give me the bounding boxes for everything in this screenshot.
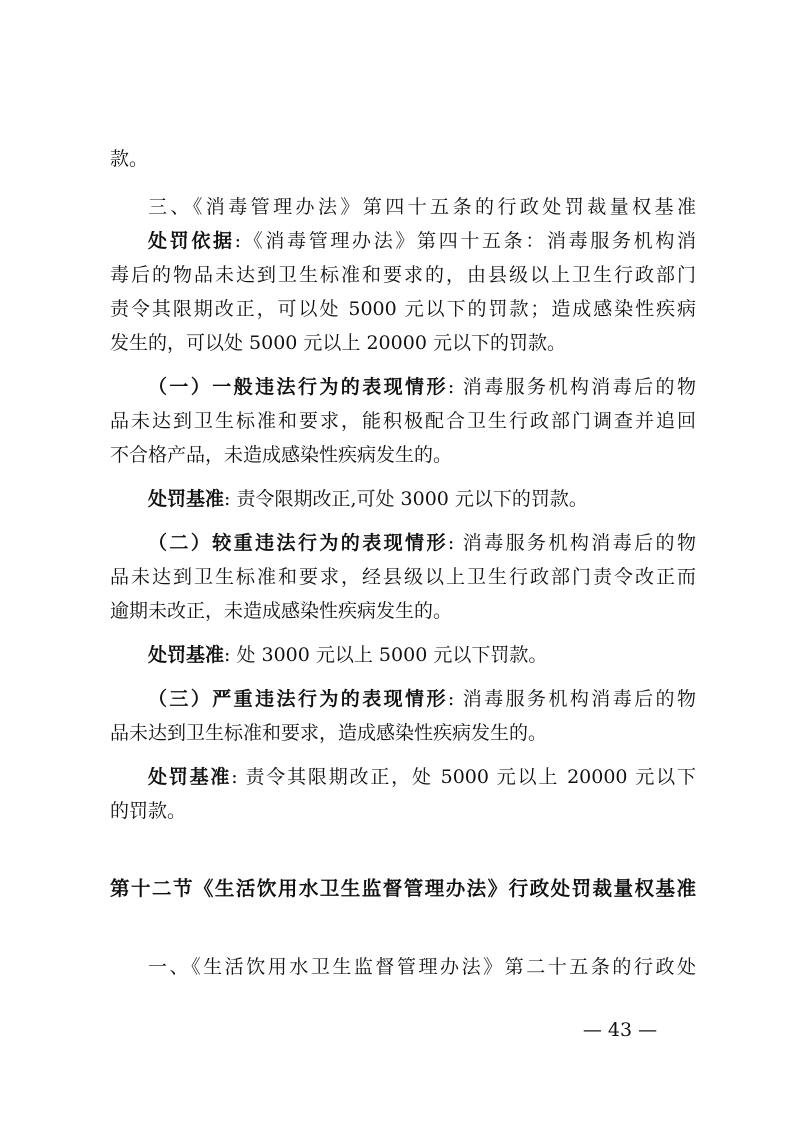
- text-line: [148, 373, 696, 401]
- line-text: :《消毒管理办法》第四十五条：消毒服务机构消: [234, 230, 696, 252]
- bold-label: 处罚基准: [148, 644, 225, 666]
- section-heading: 第十二节《生活饮用水卫生监督管理办法》行政处罚裁量权基准: [110, 877, 696, 900]
- line-text: : 责令限期改正,可处 3000 元以下的罚款。: [224, 488, 588, 510]
- bold-label: 处罚基准: [148, 766, 232, 788]
- text-line: 责令其限期改正，可以处 5000 元以下的罚款；造成感染性疾病: [110, 298, 696, 320]
- text-line: [148, 685, 696, 713]
- text-line: [148, 227, 696, 255]
- line-text: : 消毒服务机构消毒后的物: [447, 532, 696, 554]
- text-line: 品未达到卫生标准和要求，造成感染性疾病发生的。: [110, 722, 548, 744]
- bold-label: 处罚基准: [148, 488, 225, 510]
- line-text: : 消毒服务机构消毒后的物: [447, 688, 696, 710]
- text-line: [148, 641, 696, 669]
- article-title: 三、《消毒管理办法》第四十五条的行政处罚裁量权基准: [148, 196, 696, 218]
- text-line: 发生的，可以处 5000 元以上 20000 元以下的罚款。: [110, 332, 566, 354]
- text-line: [148, 485, 696, 513]
- text-line: [148, 763, 696, 791]
- text-line: 毒后的物品未达到卫生标准和要求的，由县级以上卫生行政部门: [110, 264, 696, 286]
- text-line: 的罚款。: [110, 800, 187, 822]
- bold-label: （一）一般违法行为的表现情形: [148, 376, 448, 398]
- bold-label: 处罚依据: [148, 230, 235, 252]
- line-text: : 处 3000 元以上 5000 元以下罚款。: [224, 644, 548, 666]
- text-line: 款。: [110, 148, 149, 170]
- text-line: 品未达到卫生标准和要求，经县级以上卫生行政部门责令改正而: [110, 566, 696, 588]
- bold-label: （二）较重违法行为的表现情形: [148, 532, 448, 554]
- line-text: : 消毒服务机构消毒后的物: [447, 376, 696, 398]
- text-line: 一、《生活饮用水卫生监督管理办法》第二十五条的行政处: [148, 956, 696, 978]
- text-line: 品未达到卫生标准和要求，能积极配合卫生行政部门调查并追回: [110, 410, 696, 432]
- bold-label: （三）严重违法行为的表现情形: [148, 688, 448, 710]
- page-number: — 43 —: [582, 1019, 658, 1041]
- text-line: 逾期未改正，未造成感染性疾病发生的。: [110, 600, 453, 622]
- line-text: : 责令其限期改正，处 5000 元以上 20000 元以下: [231, 766, 696, 788]
- text-line: 不合格产品，未造成感染性疾病发生的。: [110, 444, 453, 466]
- text-line: [148, 529, 696, 557]
